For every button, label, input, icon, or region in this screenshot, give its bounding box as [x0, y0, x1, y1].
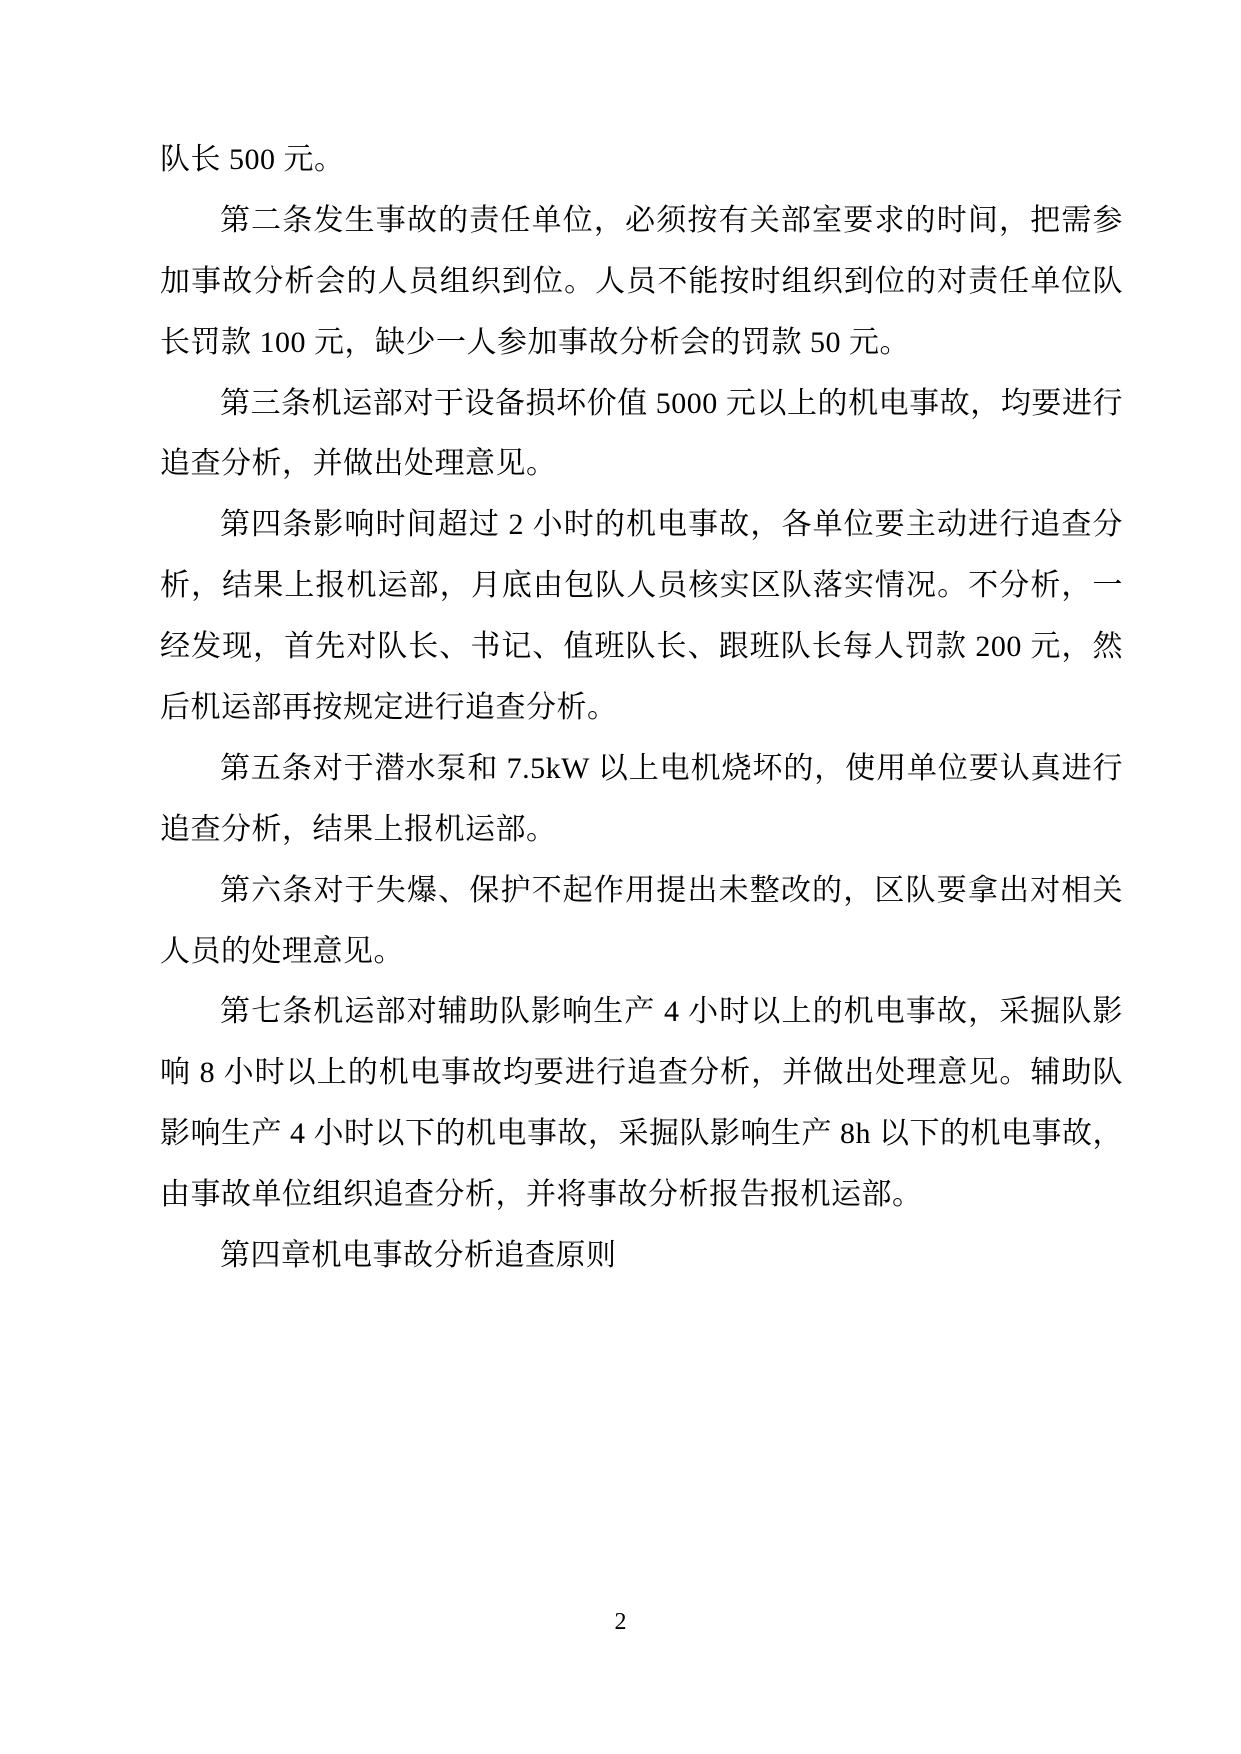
- paragraph-1: 队长 500 元。: [160, 143, 345, 176]
- paragraph-3: 第三条机运部对于设备损坏价值 5000 元以上的机电事故，均要进行追查分析，并做出处理意见。: [160, 386, 1123, 481]
- document-body: [160, 130, 1123, 1287]
- paragraph-7: 第七条机运部对辅助队影响生产 4 小时以上的机电事故，采掘队影响 8 小时以上的机电事故均要进行追查分析，并做出处理意见。辅助队影响生产 4 小时以下的机电事故，采掘队影响生产 8h 以下的机电事故，由事故单位组织追查分析，并将事故分析报告报机运部。: [160, 995, 1123, 1212]
- paragraph-8-section-heading: 第四章机电事故分析追查原则: [220, 1239, 617, 1273]
- paragraph-4: 第四条影响时间超过 2 小时的机电事故，各单位要主动进行追查分析，结果上报机运部，月底由包队人员核实区队落实情况。不分析，一经发现，首先对队长、书记、值班队长、跟班队长每人罚款 200 元，然后机运部再按规定进行追查分析。: [160, 508, 1123, 725]
- page-number: 2: [614, 1609, 627, 1635]
- paragraph-5: 第五条对于潜水泵和 7.5kW 以上电机烧坏的，使用单位要认真进行追查分析，结果上报机运部。: [160, 751, 1123, 846]
- paragraph-2: 第二条发生事故的责任单位，必须按有关部室要求的时间，把需参加事故分析会的人员组织到位。人员不能按时组织到位的对责任单位队长罚款 100 元，缺少一人参加事故分析会的罚款 50 元。: [160, 203, 1123, 359]
- paragraph-6: 第六条对于失爆、保护不起作用提出未整改的，区队要拿出对相关人员的处理意见。: [160, 873, 1123, 968]
